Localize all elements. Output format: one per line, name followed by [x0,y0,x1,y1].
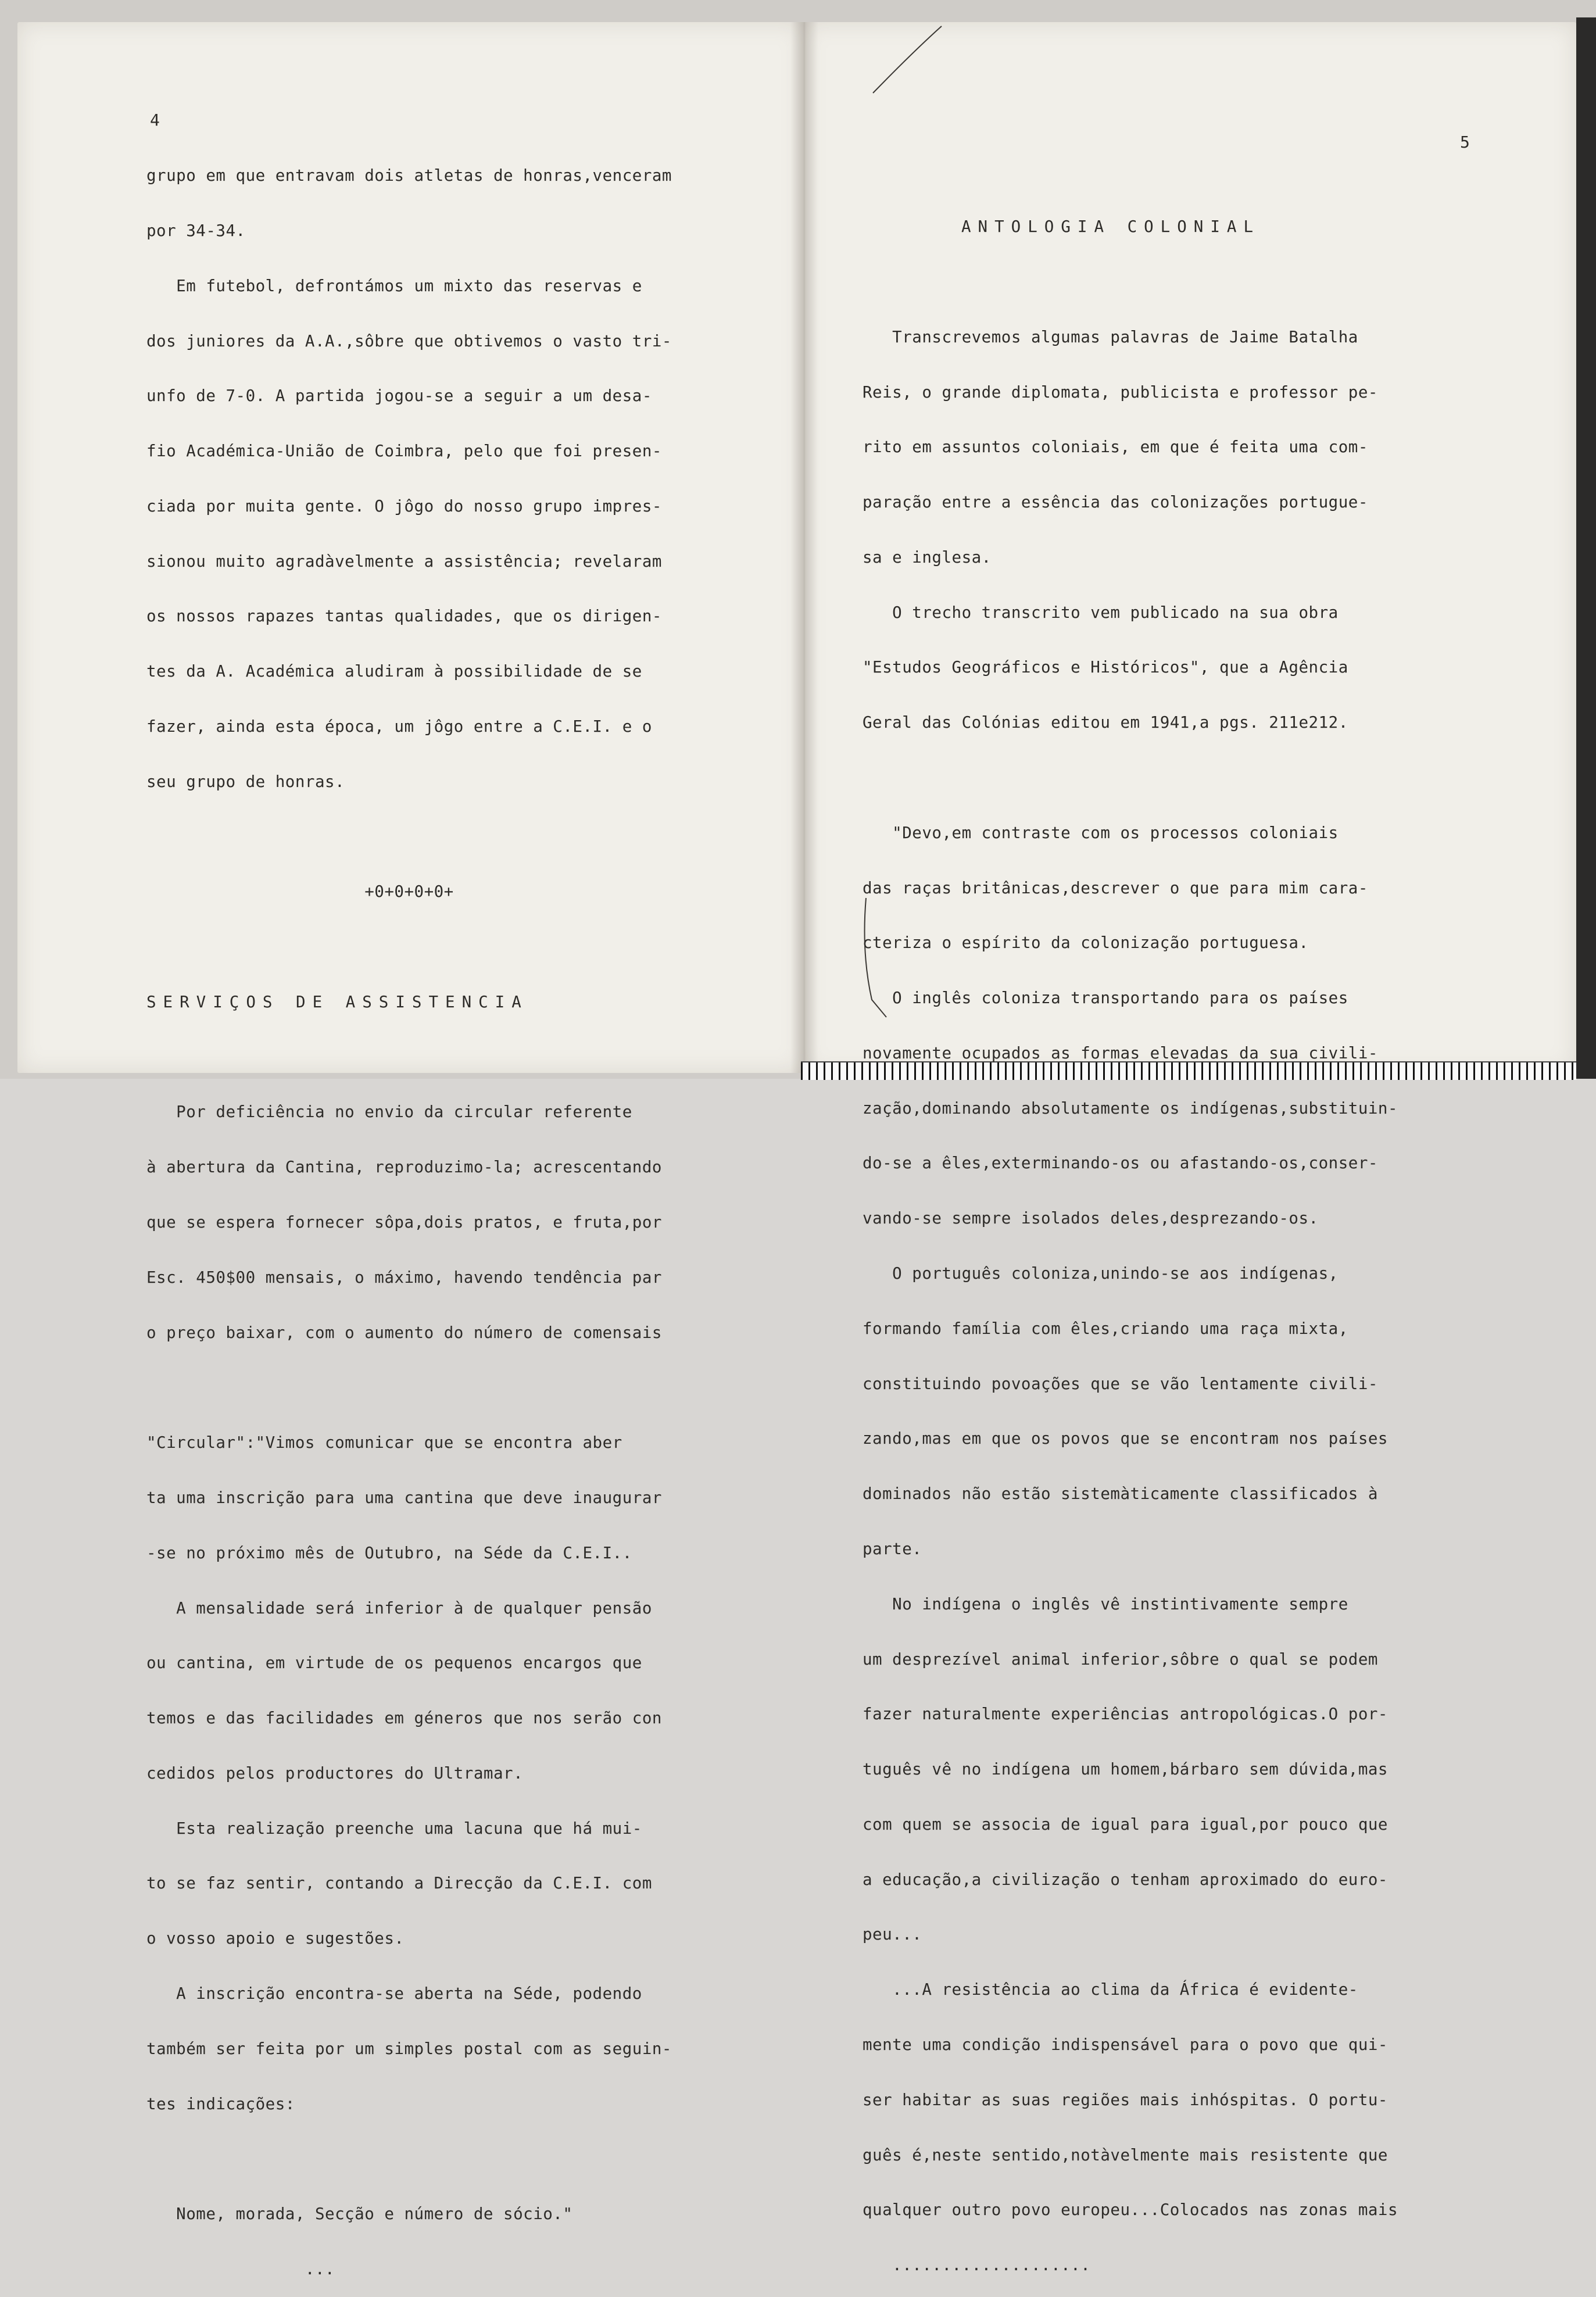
pen-stroke-mark [866,23,947,99]
text-line: dominados não estão sistemàticamente classificados à [863,1484,1378,1504]
text-line: to se faz sentir, contando a Direcção da C.E.I. com [146,1874,652,1893]
text-line: fazer, ainda esta época, um jôgo entre a C.E.I. e o [146,717,652,736]
text-line: constituindo povoações que se vão lentamente civili- [863,1374,1378,1393]
text-line: dos juniores da A.A.,sôbre que obtivemos o vasto tri- [146,331,672,350]
text-line: unfo de 7-0. A partida jogou-se a seguir a um desa- [146,387,652,406]
text-line: peu... [863,1925,922,1944]
text-line: fazer naturalmente experiências antropológicas.O por- [863,1705,1388,1724]
section-divider: +0+0+0+0+ [364,882,454,901]
text-line: ciada por muita gente. O jôgo do nosso grupo impres- [146,496,662,516]
text-line: "Circular":"Vimos comunicar que se encontra aber [146,1433,622,1452]
text-line: sionou muito agradàvelmente a assistência; revelaram [146,552,662,571]
text-line: temos e das facilidades em géneros que nos serão con [146,1709,662,1728]
section-heading: SERVIÇOS DE ASSISTENCIA [146,992,528,1011]
text-line: vando-se sempre isolados deles,desprezando-os. [863,1209,1319,1228]
text-line: seu grupo de honras. [146,772,345,791]
text-line: à abertura da Cantina, reproduzimo-la; acrescentando [146,1158,662,1177]
text-line: rito em assuntos coloniais, em que é feita uma com- [863,438,1368,457]
text-line: parte. [863,1539,922,1558]
text-line [863,769,1398,788]
right-page-text [863,181,1398,2293]
text-line: grupo em que entravam dois atletas de honras,venceram [146,166,672,185]
text-line: que se espera fornecer sôpa,dois pratos, e fruta,por [146,1213,662,1232]
text-line [146,2150,672,2169]
text-line: ou cantina, em virtude de os pequenos encargos que [146,1654,642,1673]
text-line: Por deficiência no envio da circular referente [146,1103,632,1122]
text-line: O português coloniza,unindo-se aos indígenas, [863,1264,1339,1283]
text-line: tes indicações: [146,2094,295,2113]
text-line: o preço baixar, com o aumento do número de comensais [146,1323,662,1342]
text-line: "Devo,em contraste com os processos coloniais [863,823,1339,842]
text-line [863,273,1398,292]
text-line: também ser feita por um simples postal com as seguin- [146,2039,672,2058]
text-line: ... [146,2259,335,2278]
text-line: um desprezível animal inferior,sôbre o qual se podem [863,1650,1378,1669]
text-line: ser habitar as suas regiões mais inhóspitas. O portu- [863,2090,1388,2109]
text-line: novamente ocupados as formas elevadas da sua civili- [863,1043,1378,1062]
text-line: fio Académica-União de Coimbra, pelo que foi presen- [146,442,662,461]
text-line: cedidos pelos productores do Ultramar. [146,1763,524,1783]
text-line: .................... [863,2256,1091,2275]
text-line: Esc. 450$00 mensais, o máximo, havendo tendência par [146,1268,662,1287]
text-line: -se no próximo mês de Outubro, na Séde da C.E.I.. [146,1543,632,1562]
text-line: os nossos rapazes tantas qualidades, que os dirigen- [146,607,662,626]
text-line: A inscrição encontra-se aberta na Séde, podendo [146,1984,642,2003]
text-line: mente uma condição indispensável para o povo que qui- [863,2035,1388,2054]
text-line: o vosso apoio e sugestões. [146,1929,405,1948]
text-line: do-se a êles,exterminando-os ou afastando-os,conser- [863,1154,1378,1173]
text-line [146,938,672,957]
text-line: zação,dominando absolutamente os indígenas,substituin- [863,1099,1398,1118]
scanner-edge [1576,17,1596,1079]
text-line: por 34-34. [146,221,246,240]
text-line: formando família com êles,criando uma raça mixta, [863,1319,1348,1338]
text-line: com quem se associa de igual para igual,por pouco que [863,1815,1388,1834]
text-line [146,828,672,847]
page-number-left: 4 [150,110,160,130]
page-number-right: 5 [1460,133,1470,152]
text-line: sa e inglesa. [863,548,992,567]
book-gutter [790,22,818,1073]
article-title: ANTOLOGIA COLONIAL [961,217,1261,237]
text-line: Geral das Colónias editou em 1941,a pgs. 211e212. [863,713,1348,732]
text-line: qualquer outro povo europeu...Colocados nas zonas mais [863,2201,1398,2220]
text-line: Transcrevemos algumas palavras de Jaime Batalha [863,327,1358,346]
text-line: No indígena o inglês vê instintivamente sempre [863,1594,1348,1613]
text-line: das raças britânicas,descrever o que para mim cara- [863,878,1368,897]
text-line: O inglês coloniza transportando para os países [863,989,1348,1008]
text-line: ...A resistência ao clima da África é evidente- [863,1980,1358,1999]
text-line [146,1049,672,1067]
text-line: paração entre a essência das colonizações portugue- [863,493,1368,512]
text-line: "Estudos Geográficos e Históricos", que a Agência [863,658,1348,677]
left-page-text [146,130,672,2297]
text-line [146,1379,672,1397]
text-line: Em futebol, defrontámos um mixto das reservas e [146,276,642,295]
text-line: tes da A. Académica aludiram à possibilidade de se [146,662,642,681]
text-line: ta uma inscrição para uma cantina que deve inaugurar [146,1488,662,1507]
text-line: zando,mas em que os povos que se encontram nos países [863,1429,1388,1448]
text-line: A mensalidade será inferior à de qualquer pensão [146,1598,652,1618]
text-line: guês é,neste sentido,notàvelmente mais resistente que [863,2145,1388,2164]
text-line: Esta realização preenche uma lacuna que há mui- [146,1819,642,1838]
text-line: a educação,a civilização o tenham aproximado do euro- [863,1870,1388,1889]
text-line: tuguês vê no indígena um homem,bárbaro sem dúvida,mas [863,1760,1388,1779]
text-line: Reis, o grande diplomata, publicista e professor pe- [863,382,1378,402]
text-line: Nome, morada, Secção e número de sócio." [146,2205,573,2224]
text-line: cteriza o espírito da colonização portuguesa. [863,933,1309,953]
text-line: O trecho transcrito vem publicado na sua obra [863,603,1339,622]
